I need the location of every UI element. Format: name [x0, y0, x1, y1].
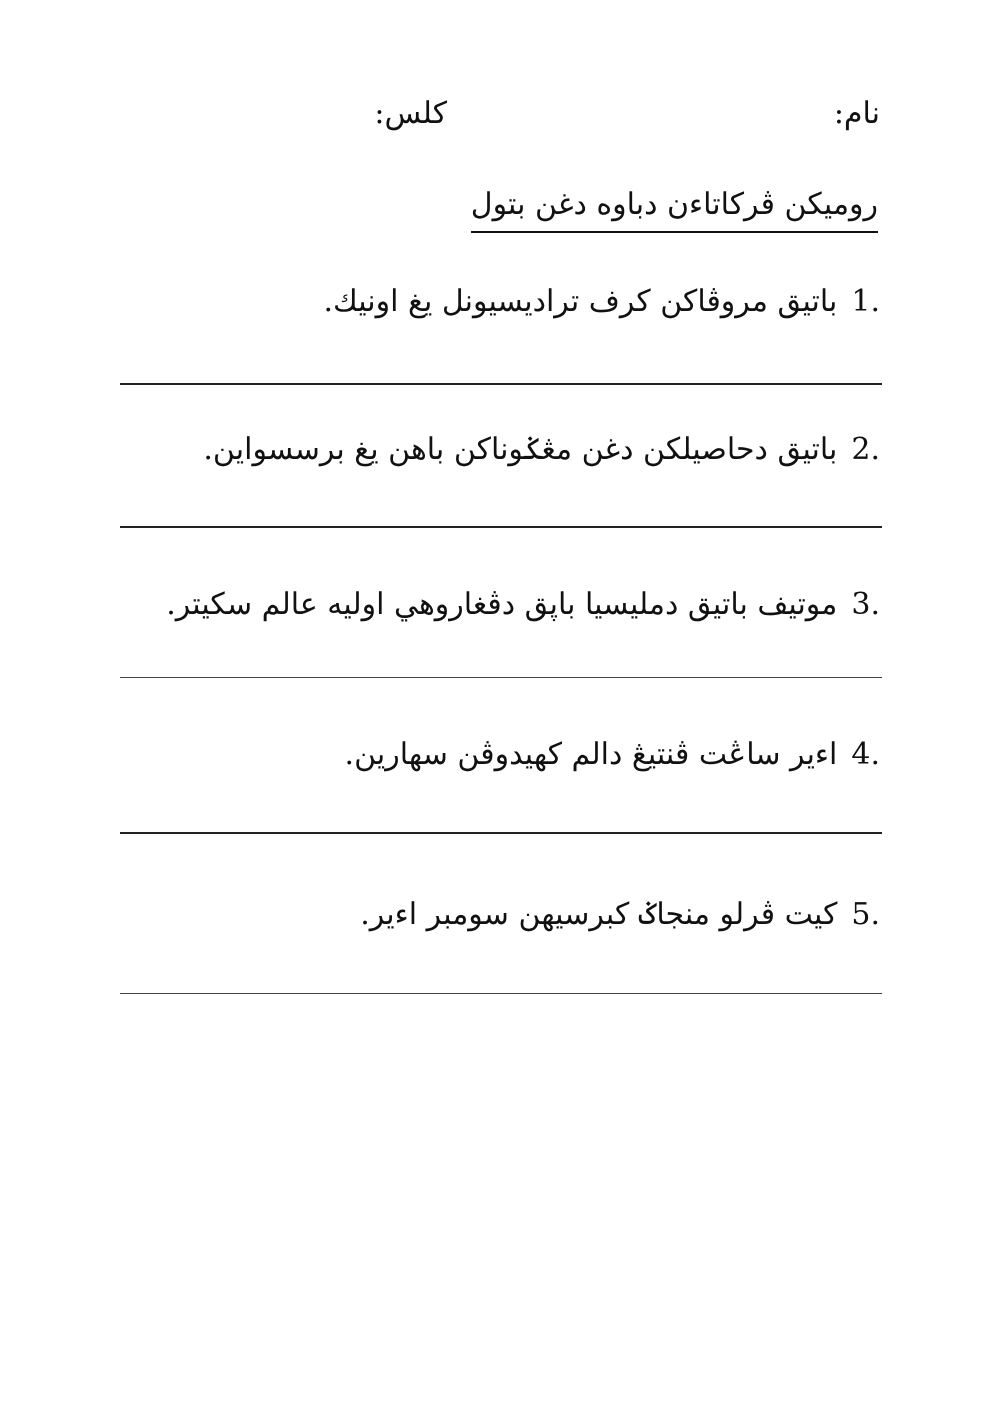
question-4: [345, 735, 880, 775]
name-label: نام:: [833, 96, 880, 131]
answer-line-1[interactable]: [120, 383, 882, 385]
answer-line-3[interactable]: [120, 677, 882, 678]
answer-line-4[interactable]: [120, 832, 882, 834]
question-text: باتيق دحاصيلکن دغن مڠݢوناکن باهن يغ برسسواين.: [203, 432, 838, 467]
worksheet-title: روميكن ڤركاتاءن دباوه دغن بتول: [470, 187, 878, 222]
question-number: 2.: [851, 432, 880, 467]
question-1: [323, 282, 880, 322]
question-number: 5.: [851, 897, 880, 932]
question-number: 1.: [851, 284, 880, 319]
question-text: باتيق مروڤاكن کرف تراديسيونل يغ اونيك.: [323, 284, 838, 319]
question-5: [360, 895, 880, 935]
question-text: کيت ڤرلو منجاݢ کبرسيهن سومبر اءير.: [360, 897, 838, 932]
question-number: 3.: [851, 587, 880, 622]
question-text: اءير ساڠت ڤنتيڠ دالم کهيدوڤن سهارين.: [344, 737, 838, 772]
question-number: 4.: [851, 737, 880, 772]
answer-line-2[interactable]: [120, 526, 882, 528]
answer-line-5[interactable]: [120, 993, 882, 994]
question-3: [166, 585, 880, 625]
question-text: موتيف باتيق دمليسيا باڽق دڤغاروهي اوليه عالم سکيتر.: [166, 587, 838, 622]
question-2: [203, 430, 880, 470]
class-label: كلس:: [374, 96, 447, 131]
worksheet-title-underline: [471, 185, 878, 233]
